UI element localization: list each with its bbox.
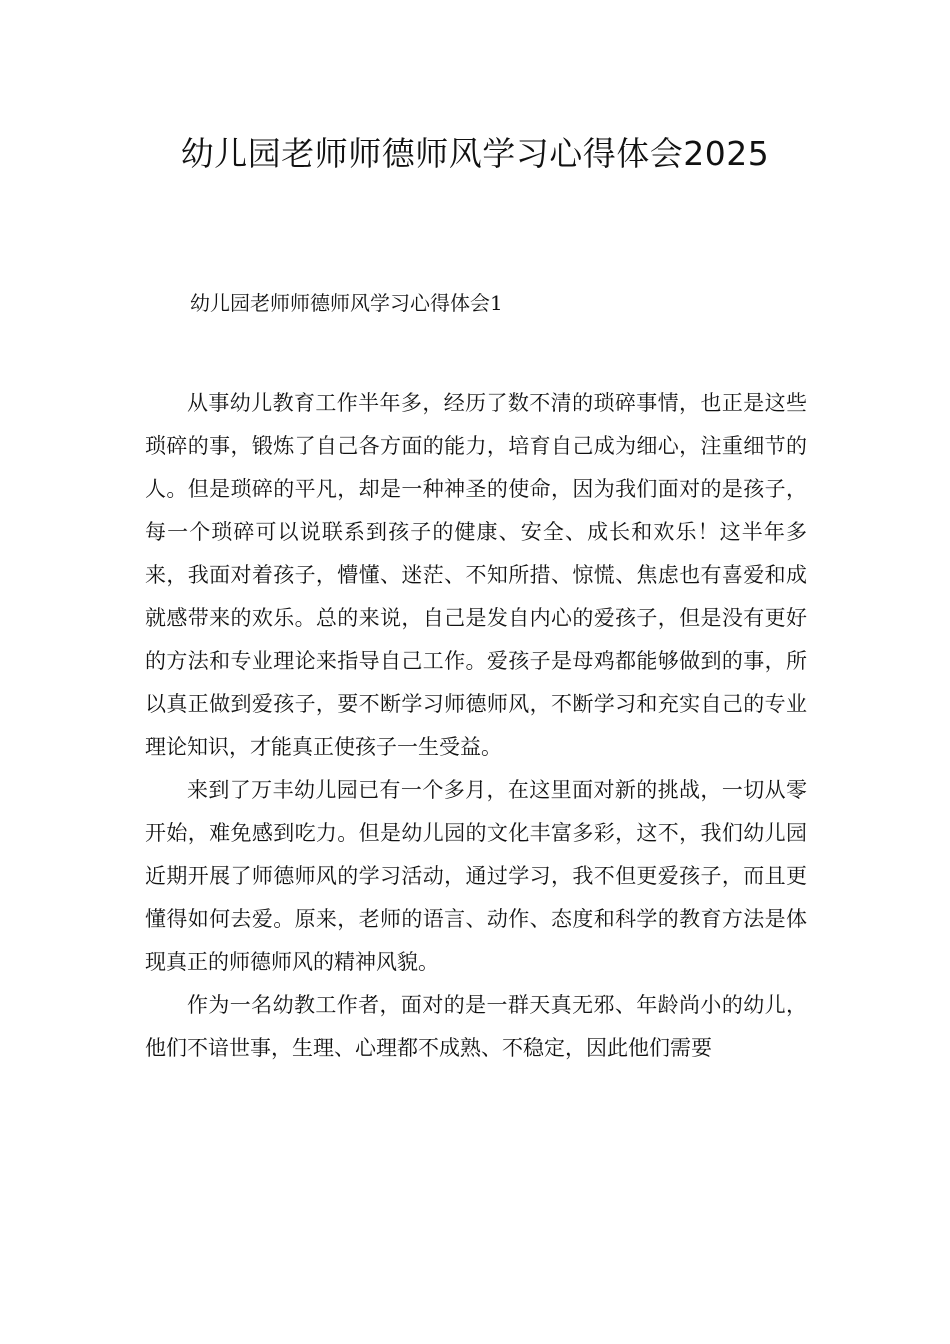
- document-title: 幼儿园老师师德师风学习心得体会2025: [180, 134, 770, 173]
- paragraph-3: 作为一名幼教工作者，面对的是一群天真无邪、年龄尚小的幼儿，他们不谙世事，生理、心理都不成熟、不稳定，因此他们需要: [145, 993, 807, 1060]
- section-heading: 幼儿园老师师德师风学习心得体会1: [190, 291, 503, 315]
- body-text: [145, 382, 807, 1070]
- paragraph-2: 来到了万丰幼儿园已有一个多月，在这里面对新的挑战，一切从零开始，难免感到吃力。但是幼儿园的文化丰富多彩，这不，我们幼儿园近期开展了师德师风的学习活动，通过学习，我不但更爱孩子，而且更懂得如何去爱。原来，老师的语言、动作、态度和科学的教育方法是体现真正的师德师风的精神风貌。: [145, 778, 807, 974]
- paragraph-1: 从事幼儿教育工作半年多，经历了数不清的琐碎事情，也正是这些琐碎的事，锻炼了自己各方面的能力，培育自己成为细心，注重细节的人。但是琐碎的平凡，却是一种神圣的使命，因为我们面对的是孩子，每一个琐碎可以说联系到孩子的健康、安全、成长和欢乐！这半年多来，我面对着孩子，懵懂、迷茫、不知所措、惊慌、焦虑也有喜爱和成就感带来的欢乐。总的来说，自己是发自内心的爱孩子，但是没有更好的方法和专业理论来指导自己工作。爱孩子是母鸡都能够做到的事，所以真正做到爱孩子，要不断学习师德师风，不断学习和充实自己的专业理论知识，才能真正使孩子一生受益。: [145, 391, 807, 759]
